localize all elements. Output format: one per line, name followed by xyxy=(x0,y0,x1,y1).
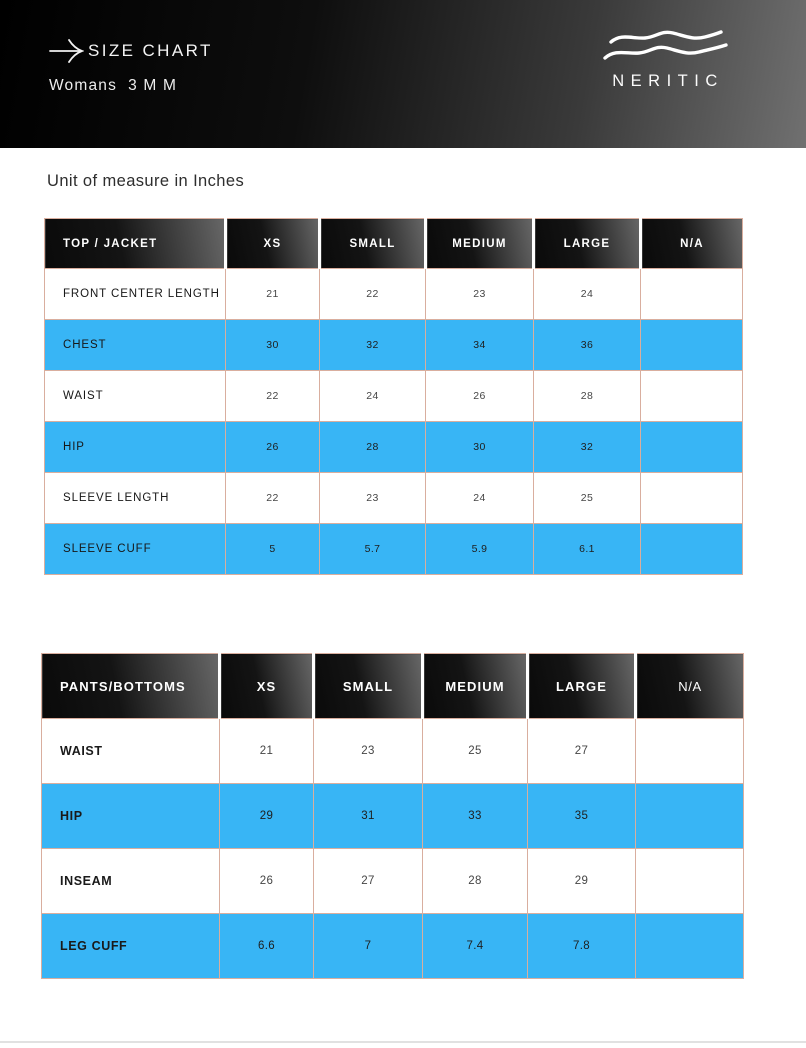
size-value-cell: 26 xyxy=(220,849,314,914)
size-value-cell: 32 xyxy=(320,320,426,371)
size-value-cell xyxy=(636,849,744,914)
size-value-cell: 22 xyxy=(226,473,320,524)
size-value-cell: 34 xyxy=(426,320,534,371)
size-value-cell: 6.6 xyxy=(220,914,314,979)
size-value-cell: 24 xyxy=(320,371,426,422)
column-header-top-jacket: TOP / JACKET xyxy=(45,219,226,269)
page-title: SIZE CHART xyxy=(88,41,213,60)
size-table-pants-bottoms xyxy=(41,653,744,979)
size-value-cell: 25 xyxy=(423,719,528,784)
size-value-cell xyxy=(636,719,744,784)
column-header-na: N/A xyxy=(641,219,743,269)
table-row xyxy=(42,784,744,849)
table-row xyxy=(42,849,744,914)
measurement-label: SLEEVE CUFF xyxy=(45,524,226,575)
brand-name: NERITIC xyxy=(612,72,724,90)
size-value-cell xyxy=(641,320,743,371)
product-subtitle: Womans 3 M M xyxy=(49,77,178,94)
measurement-label: WAIST xyxy=(45,371,226,422)
measurement-label: CHEST xyxy=(45,320,226,371)
column-header-xs: XS xyxy=(226,219,320,269)
measurement-label: HIP xyxy=(45,422,226,473)
table-row xyxy=(42,914,744,979)
size-value-cell: 33 xyxy=(423,784,528,849)
size-value-cell: 7.8 xyxy=(528,914,636,979)
size-value-cell: 26 xyxy=(426,371,534,422)
size-value-cell xyxy=(641,371,743,422)
measurement-label: FRONT CENTER LENGTH xyxy=(45,269,226,320)
column-header-large: LARGE xyxy=(528,654,636,719)
measurement-label: LEG CUFF xyxy=(42,914,220,979)
measurement-label: HIP xyxy=(42,784,220,849)
size-value-cell: 29 xyxy=(220,784,314,849)
size-value-cell: 29 xyxy=(528,849,636,914)
unit-note: Unit of measure in Inches xyxy=(47,172,245,190)
size-value-cell: 7.4 xyxy=(423,914,528,979)
size-value-cell: 24 xyxy=(426,473,534,524)
header-band xyxy=(0,0,806,148)
column-header-medium: MEDIUM xyxy=(423,654,528,719)
size-value-cell: 23 xyxy=(426,269,534,320)
size-value-cell: 35 xyxy=(528,784,636,849)
footer-divider xyxy=(0,1041,806,1043)
column-header-small: SMALL xyxy=(314,654,423,719)
measurement-label: WAIST xyxy=(42,719,220,784)
size-value-cell xyxy=(641,422,743,473)
column-header-xs: XS xyxy=(220,654,314,719)
brand-logo xyxy=(594,26,736,91)
table-row xyxy=(45,422,743,473)
column-header-small: SMALL xyxy=(320,219,426,269)
size-value-cell: 36 xyxy=(534,320,641,371)
table-row xyxy=(45,524,743,575)
size-value-cell: 21 xyxy=(220,719,314,784)
column-header-na: N/A xyxy=(636,654,744,719)
table-row xyxy=(45,320,743,371)
size-value-cell: 21 xyxy=(226,269,320,320)
size-value-cell: 6.1 xyxy=(534,524,641,575)
size-value-cell: 25 xyxy=(534,473,641,524)
arrow-right-icon xyxy=(48,36,84,66)
column-header-large: LARGE xyxy=(534,219,641,269)
size-value-cell: 5.7 xyxy=(320,524,426,575)
table-header-row xyxy=(42,654,744,719)
measurement-label: SLEEVE LENGTH xyxy=(45,473,226,524)
size-value-cell: 27 xyxy=(314,849,423,914)
waves-icon xyxy=(599,26,731,70)
size-value-cell: 23 xyxy=(320,473,426,524)
size-value-cell: 28 xyxy=(534,371,641,422)
size-value-cell xyxy=(641,524,743,575)
table-row xyxy=(45,473,743,524)
column-header-pants-bottoms: PANTS/BOTTOMS xyxy=(42,654,220,719)
size-value-cell: 22 xyxy=(226,371,320,422)
column-header-medium: MEDIUM xyxy=(426,219,534,269)
table-row xyxy=(45,269,743,320)
size-value-cell xyxy=(641,473,743,524)
size-value-cell: 28 xyxy=(320,422,426,473)
size-table-top-jacket xyxy=(44,218,743,575)
size-value-cell: 32 xyxy=(534,422,641,473)
table-row xyxy=(42,719,744,784)
size-value-cell: 31 xyxy=(314,784,423,849)
size-value-cell: 27 xyxy=(528,719,636,784)
size-value-cell: 22 xyxy=(320,269,426,320)
table-row xyxy=(45,371,743,422)
size-value-cell: 30 xyxy=(426,422,534,473)
size-value-cell: 5.9 xyxy=(426,524,534,575)
size-value-cell xyxy=(641,269,743,320)
size-value-cell: 7 xyxy=(314,914,423,979)
size-value-cell: 5 xyxy=(226,524,320,575)
size-value-cell: 24 xyxy=(534,269,641,320)
measurement-label: INSEAM xyxy=(42,849,220,914)
table-header-row xyxy=(45,219,743,269)
size-value-cell: 30 xyxy=(226,320,320,371)
size-value-cell: 23 xyxy=(314,719,423,784)
size-value-cell: 28 xyxy=(423,849,528,914)
size-value-cell: 26 xyxy=(226,422,320,473)
size-value-cell xyxy=(636,784,744,849)
size-value-cell xyxy=(636,914,744,979)
